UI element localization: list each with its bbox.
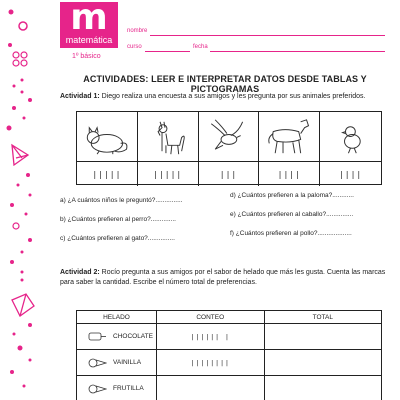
cat-cell	[77, 112, 138, 162]
activity-1-label: Actividad 1:	[60, 93, 100, 100]
decorative-border	[0, 0, 46, 400]
logo	[60, 2, 118, 48]
total-input[interactable]	[264, 376, 381, 400]
flavor-cell	[77, 350, 157, 376]
header-helado: HELADO	[77, 311, 157, 324]
header-conteo: CONTEO	[156, 311, 264, 324]
ice-cream-bar-icon	[87, 330, 107, 344]
flavor-name: CHOCOLATE	[113, 333, 153, 340]
header-total: TOTAL	[264, 311, 381, 324]
dove-cell	[199, 112, 260, 162]
flavor-cell	[77, 324, 157, 350]
date-label: fecha	[193, 44, 208, 50]
activity-2-text: Rocío pregunta a sus amigos por el sabor de helado que más les gusta. Cuenta las marcas para saber la cantidad. Escribe el número total de preferencias.	[60, 269, 386, 286]
chick-cell	[320, 112, 381, 162]
tally-count: |||||| |	[156, 324, 264, 350]
activity-1-text: Diego realiza una encuesta a sus amigos y les pregunta por sus animales preferidos.	[99, 93, 366, 100]
logo-letter: m	[70, 0, 108, 38]
activity-2-instructions	[60, 268, 390, 288]
logo-word: matemática	[65, 35, 113, 45]
question-b: b) ¿Cuántos prefieren al perro?..............	[60, 216, 176, 223]
grade-label: 1º básico	[72, 53, 101, 60]
tally-chick: ||||	[338, 169, 363, 179]
table-row	[77, 324, 382, 350]
table-row	[77, 376, 382, 400]
table-row	[77, 350, 382, 376]
dog-icon	[138, 112, 198, 161]
tally-dove: |||	[199, 162, 260, 186]
dog-cell	[138, 112, 199, 162]
date-field[interactable]	[210, 51, 385, 52]
name-field[interactable]	[150, 35, 385, 36]
chick-icon	[320, 112, 381, 161]
tally-cat: |||||	[77, 162, 138, 186]
pictogram-table	[76, 111, 382, 185]
tally-dog: |||||	[138, 162, 199, 186]
question-e: e) ¿Cuántos prefieren al caballo?...............	[230, 211, 354, 218]
ice-cream-cone-icon	[87, 356, 107, 370]
horse-cell	[259, 112, 320, 162]
total-input[interactable]	[264, 324, 381, 350]
question-d: d) ¿Cuántos prefieren a la paloma?............	[230, 192, 354, 199]
ice-cream-cone-icon	[87, 382, 107, 396]
question-c: c) ¿Cuántos prefieren al gato?...............	[60, 235, 175, 242]
flavor-cell	[77, 376, 157, 400]
horse-icon	[259, 112, 319, 161]
question-a: a) ¿A cuántos niños le preguntó?...............	[60, 197, 183, 204]
page-title: ACTIVIDADES: LEER E INTERPRETAR DATOS DESDE TABLAS Y PICTOGRAMAS	[83, 74, 367, 94]
activity-1-instructions	[60, 92, 390, 102]
dove-icon	[199, 112, 259, 161]
activity-2-label: Actividad 2:	[60, 269, 100, 276]
tally-count: ||||||||	[156, 350, 264, 376]
tally-horse: ||||	[259, 162, 320, 186]
course-label: curso	[127, 44, 142, 50]
table-header-row	[77, 311, 382, 324]
course-field[interactable]	[145, 51, 190, 52]
cat-icon	[77, 112, 137, 161]
flavor-table	[76, 310, 382, 400]
flavor-name: VAINILLA	[113, 359, 142, 366]
flavor-name: FRUTILLA	[113, 385, 144, 392]
name-label: nombre	[127, 28, 148, 34]
question-f: f) ¿Cuántos prefieren al pollo?...................	[230, 230, 352, 237]
total-input[interactable]	[264, 350, 381, 376]
tally-count	[156, 376, 264, 400]
